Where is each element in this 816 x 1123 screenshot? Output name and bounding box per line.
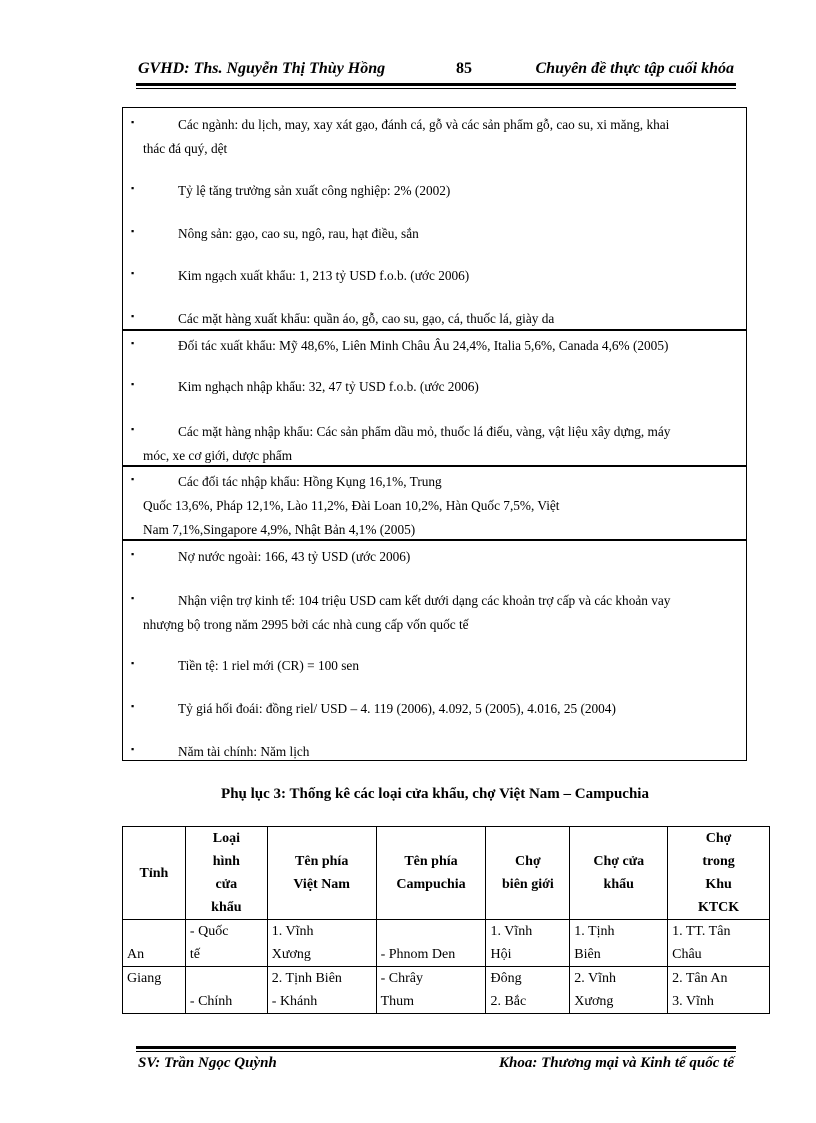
bullet-icon: ▪: [131, 658, 135, 668]
page-header: [138, 58, 734, 82]
bullet-icon: ▪: [131, 311, 135, 321]
bullet-icon: ▪: [131, 183, 135, 193]
page-footer: [138, 1055, 734, 1077]
border-gates-table: [122, 826, 770, 1014]
economy-info-box: ▪ Các ngành: du lịch, may, xay xát gạo, đánh cá, gỗ và các sản phẩm gỗ, cao su, xi măng, khai thác đá quý, dệt ▪ Tỷ lệ tăng trưởng sản xuất công nghiệp: 2% (2002) ▪ Nông sản: gạo, cao su, ngô, rau, hạt điều, sắn ▪ Kim ngạch xuất khẩu: 1, 213 tỷ USD f.o.b. (ước 2006) ▪ Các mặt hàng xuất khẩu: quần áo, gỗ, cao su, gạo, cá, thuốc lá, giày da ▪ Đối tác xuất khẩu: Mỹ 48,6%, Liên Minh Châu Âu 24,4%, Italia 5,6%, Canada 4,6% (2005) ▪ Kim nghạch nhập khẩu: 32, 47 tỷ USD f.o.b. (ước 2006) ▪ Các mặt hàng nhập khẩu: Các sản phẩm dầu mỏ, thuốc lá điếu, vàng, vật liệu xây dựng, máy móc, xe cơ giới, dược phẩm ▪ Các đối tác nhập khẩu: Hồng Kụng 16,1%, Trung Quốc 13,6%, Pháp 12,1%, Lào 11,2%, Đài Loan 10,2%, Hàn Quốc 7,5%, Việt Nam 7,1%,Singapore 4,9%, Nhật Bản 4,1% (2005) ▪ Nợ nước ngoài: 166, 43 tỷ USD (ước 2006) ▪ Nhận viện trợ kinh tế: 104 triệu USD cam kết dưới dạng các khoản trợ cấp và các khoản vay nhượng bộ trong năm 2995 bởi các nhà cung cấp vốn quốc tế ▪ Tiền tệ: 1 riel mới (CR) = 100 sen ▪ Tỷ giá hối đoái: đồng riel/ USD – 4. 119 (2006), 4.092, 5 (2005), 4.016, 25 (2004) ▪ Năm tài chính: Năm lịch: [122, 107, 747, 761]
col-header-province: Tỉnh: [123, 827, 186, 920]
section-divider: [123, 329, 746, 331]
col-header-border-market: Chợ biên giới: [486, 827, 570, 920]
table-row: Giang - Chính 2. Tịnh Biên - Khánh - Chrây Thum Đông 2. Bắc 2. Vĩnh Xương 2. Tân An 3. Vĩnh: [123, 967, 770, 1014]
footer-student: SV: Trần Ngọc Quỳnh: [138, 1055, 277, 1071]
header-report-title: Chuyên đề thực tập cuối khóa: [535, 60, 734, 77]
bullet-icon: ▪: [131, 379, 135, 389]
footer-rule: [136, 1046, 736, 1049]
table-caption: Phụ lục 3: Thống kê các loại cửa khẩu, chợ Việt Nam – Campuchia: [221, 786, 649, 802]
col-header-ktck-market: Chợ trong Khu KTCK: [668, 827, 770, 920]
header-rule-thin: [136, 88, 736, 89]
table-row: An - Quốc tế 1. Vĩnh Xương - Phnom Den 1. Vĩnh Hội 1. Tịnh Biên 1. TT. Tân Châu: [123, 920, 770, 967]
footer-faculty: Khoa: Thương mại và Kinh tế quốc tế: [499, 1055, 734, 1071]
bullet-icon: ▪: [131, 701, 135, 711]
header-rule: [136, 83, 736, 86]
page-number: 85: [456, 60, 472, 77]
bullet-icon: ▪: [131, 424, 135, 434]
footer-rule-thin: [136, 1051, 736, 1052]
col-header-gate-market: Chợ cửa khẩu: [570, 827, 668, 920]
table-header-row: [123, 827, 770, 920]
col-header-cambodia-name: Tên phía Campuchia: [376, 827, 486, 920]
bullet-icon: ▪: [131, 268, 135, 278]
bullet-icon: ▪: [131, 593, 135, 603]
bullet-icon: ▪: [131, 744, 135, 754]
bullet-icon: ▪: [131, 474, 135, 484]
section-divider: [123, 465, 746, 467]
bullet-icon: ▪: [131, 117, 135, 127]
bullet-icon: ▪: [131, 549, 135, 559]
bullet-icon: ▪: [131, 338, 135, 348]
header-advisor: GVHD: Ths. Nguyễn Thị Thùy Hồng: [138, 60, 386, 77]
bullet-icon: ▪: [131, 226, 135, 236]
col-header-gate-type: Loại hình cửa khẩu: [185, 827, 267, 920]
col-header-vietnam-name: Tên phía Việt Nam: [267, 827, 376, 920]
section-divider: [123, 539, 746, 541]
